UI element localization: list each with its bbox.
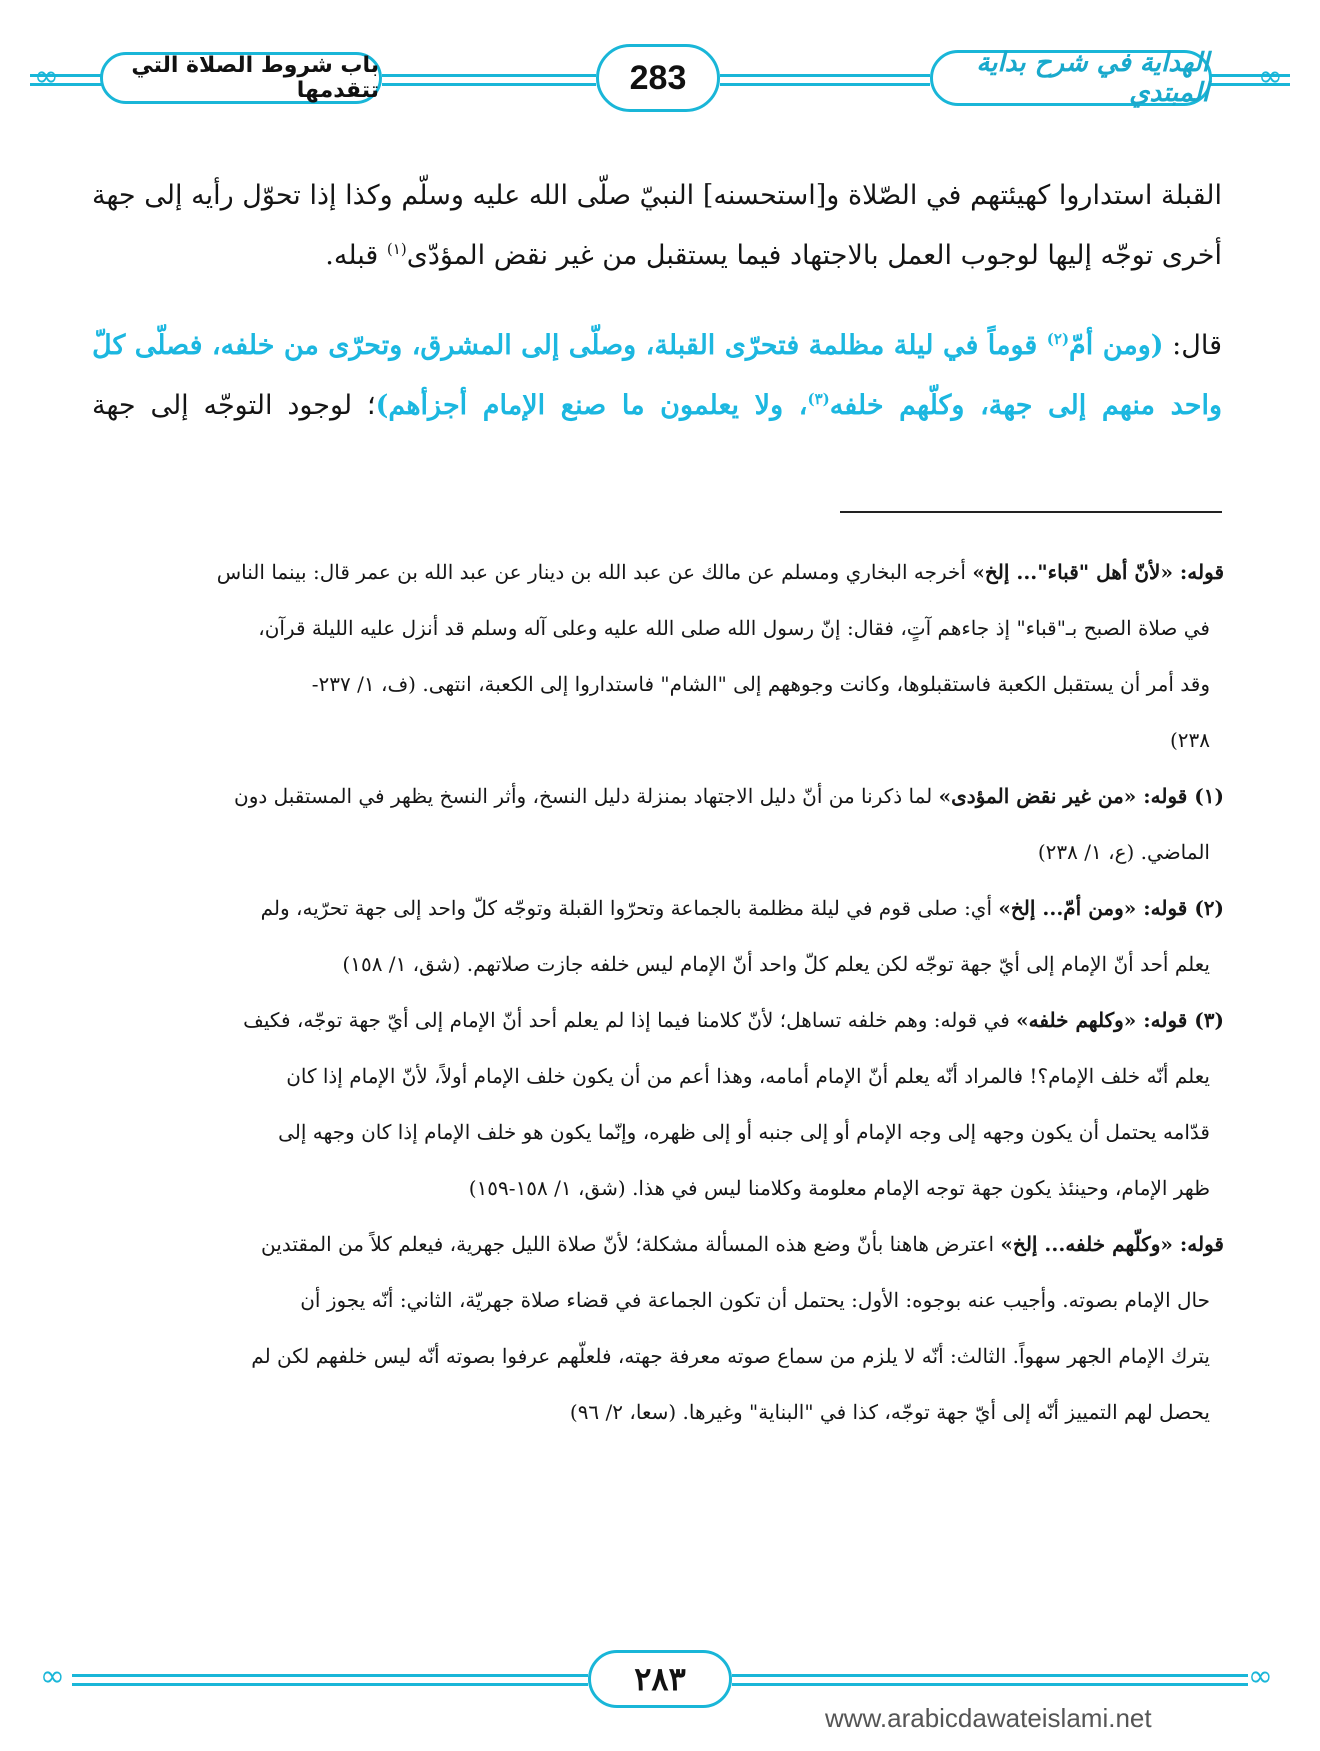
footnote-line bbox=[92, 1160, 1224, 1216]
footnote-text: ظهر الإمام، وحينئذ يكون جهة توجه الإمام معلومة وكلامنا ليس في هذا. (شق، ١/ ١٥٨-١٥٩) bbox=[468, 1176, 1210, 1200]
footnote-line bbox=[92, 1328, 1224, 1384]
footnote-line bbox=[92, 768, 1224, 824]
footnote-text: وقد أمر أن يستقبل الكعبة فاستقبلوها، وكانت وجوههم إلى "الشام" فاستداروا إلى الكعبة، انتهى. (ف، ١/ ٢٣٧- bbox=[311, 672, 1210, 696]
page-number: 283 bbox=[629, 58, 687, 97]
main-line bbox=[92, 316, 1222, 376]
main-text-run: القبلة استداروا كهيئتهم في الصّلاة و[استحسنه] النبيّ صلّى الله عليه وسلّم وكذا إذا تحوّل رأيه إلى جهة bbox=[92, 180, 1222, 211]
footnote-text: ٢٣٨) bbox=[1169, 728, 1210, 752]
footnote-text: يترك الإمام الجهر سهواً. الثالث: أنّه لا يلزم من سماع صوته معرفة جهته، فلعلّهم عرفوا بصوته أنّه ليس خلفهم لكن لم bbox=[251, 1344, 1210, 1368]
footnote-line bbox=[92, 544, 1224, 600]
footer-rule-left bbox=[72, 1674, 588, 1686]
footnote-text: قدّامه يحتمل أن يكون وجهه إلى وجه الإمام أو إلى جنبه أو إلى ظهره، وإنّما يكون هو خلف الإمام إذا كان وجهه إلى bbox=[278, 1120, 1210, 1144]
chapter-title-box bbox=[100, 52, 382, 104]
footnote-ref: (١) bbox=[386, 240, 407, 258]
footnote-line bbox=[92, 712, 1224, 768]
footnote-text: في صلاة الصبح بـ"قباء" إذ جاءهم آتٍ، فقال: إنّ رسول الله صلى الله عليه وعلى آله وسلم قد أنزل عليه الليلة قرآن، bbox=[258, 616, 1210, 640]
ornament-icon: ∞ bbox=[40, 1659, 65, 1694]
footnote-line bbox=[92, 656, 1224, 712]
main-line bbox=[92, 166, 1222, 226]
footnote-line bbox=[92, 1216, 1224, 1272]
header-rule-mid-left bbox=[382, 74, 596, 86]
footnote-text: أي: صلى قوم في ليلة مظلمة بالجماعة وتحرّوا القبلة وتوجّه كلّ واحد إلى جهة تحرّيه، ولم bbox=[260, 896, 999, 920]
footnote-ref: (٢) bbox=[1046, 330, 1070, 348]
main-text-run: قبله. bbox=[325, 240, 387, 271]
main-text-run: ؛ لوجود التوجّه إلى جهة bbox=[92, 390, 376, 421]
footer-page-number: ٢٨٣ bbox=[634, 1660, 686, 1698]
main-line bbox=[92, 226, 1222, 286]
footnotes bbox=[92, 544, 1224, 1440]
website-url[interactable]: www.arabicdawateislami.net bbox=[825, 1703, 1152, 1733]
book-title: الهداية في شرح بداية المبتدي bbox=[976, 48, 1209, 108]
header-rule-mid-right bbox=[720, 74, 930, 86]
footnote-text: أخرجه البخاري ومسلم عن مالك عن عبد الله بن دينار عن عبد الله بن عمر قال: بينما الناس bbox=[216, 560, 973, 584]
footnote-separator bbox=[840, 511, 1222, 513]
footer-rule-right bbox=[732, 1674, 1248, 1686]
footnote-text: يعلم أحد أنّ الإمام إلى أيّ جهة توجّه لكن يعلم كلّ واحد أنّ الإمام ليس خلفه جازت صلاتهم. (شق، ١/ ١٥٨) bbox=[342, 952, 1210, 976]
footnote-text: في قوله: وهم خلفه تساهل؛ لأنّ كلامنا فيما إذا لم يعلم أحد أنّ الإمام إلى أيّ جهة توجّه، فكيف bbox=[243, 1008, 1017, 1032]
footnote-line bbox=[92, 1384, 1224, 1440]
footnote-label: قوله: «وكلّهم خلفه... إلخ» bbox=[1000, 1232, 1224, 1256]
footnote-line bbox=[92, 992, 1224, 1048]
footnote-text: يعلم أنّه خلف الإمام؟! فالمراد أنّه يعلم أنّ الإمام أمامه، وهذا أعم من أن يكون خلف الإمام أولاً، لأنّ الإمام إذا كان bbox=[286, 1064, 1210, 1088]
footnote-text: اعترض هاهنا بأنّ وضع هذه المسألة مشكلة؛ لأنّ صلاة الليل جهرية، فيعلم كلاً من المقتدين bbox=[261, 1232, 1001, 1256]
highlighted-text: قوماً في ليلة مظلمة فتحرّى القبلة، وصلّى إلى المشرق، وتحرّى من خلفه، فصلّى كلّ bbox=[92, 330, 1047, 361]
footer-page-number-box bbox=[588, 1650, 732, 1708]
highlighted-text: واحد منهم إلى جهة، وكلّهم خلفه bbox=[829, 390, 1222, 421]
footnote-text: حال الإمام بصوته. وأجيب عنه بوجوه: الأول: يحتمل أن تكون الجماعة في قضاء صلاة جهريّة، الثاني: أنّه يجوز أن bbox=[300, 1288, 1210, 1312]
footnote-text: الماضي. (ع، ١/ ٢٣٨) bbox=[1037, 840, 1210, 864]
highlighted-text: (ومن أمّ bbox=[1069, 330, 1164, 361]
qala-label: قال: bbox=[1163, 330, 1222, 361]
ornament-icon: ∞ bbox=[1258, 59, 1283, 94]
footnote-line bbox=[92, 600, 1224, 656]
footnote-line bbox=[92, 936, 1224, 992]
main-line bbox=[92, 376, 1222, 436]
highlighted-text: ، ولا يعلمون ما صنع الإمام أجزأهم) bbox=[375, 390, 808, 421]
footnote-label: قوله: «لأنّ أهل "قباء"... إلخ» bbox=[972, 560, 1224, 584]
book-title-box bbox=[930, 50, 1212, 106]
ornament-icon: ∞ bbox=[1248, 1659, 1273, 1694]
footnote-line bbox=[92, 1104, 1224, 1160]
footnote-label: (١) قوله: «من غير نقض المؤدى» bbox=[938, 784, 1224, 808]
footnote-label: (٢) قوله: «ومن أمّ... إلخ» bbox=[998, 896, 1224, 920]
footnote-line bbox=[92, 824, 1224, 880]
footnote-line bbox=[92, 1048, 1224, 1104]
footnote-text: لما ذكرنا من أنّ دليل الاجتهاد بمنزلة دليل النسخ، وأثر النسخ يظهر في المستقبل دون bbox=[234, 784, 939, 808]
chapter-title: باب شروط الصلاة التي تتقدمها bbox=[131, 53, 379, 103]
page-number-box bbox=[596, 44, 720, 112]
footnote-ref: (٣) bbox=[807, 390, 830, 408]
footnote-text: يحصل لهم التمييز أنّه إلى أيّ جهة توجّه، كذا في "البناية" وغيرها. (سعا، ٢/ ٩٦) bbox=[569, 1400, 1210, 1424]
footnote-line bbox=[92, 1272, 1224, 1328]
main-text-run: أخرى توجّه إليها لوجوب العمل بالاجتهاد فيما يستقبل من غير نقض المؤدّى bbox=[406, 240, 1222, 271]
footnote-label: (٣) قوله: «وكلهم خلفه» bbox=[1016, 1008, 1224, 1032]
main-text bbox=[92, 166, 1222, 286]
ornament-icon: ∞ bbox=[34, 59, 59, 94]
footnote-line bbox=[92, 880, 1224, 936]
main-text-quote bbox=[92, 316, 1222, 436]
